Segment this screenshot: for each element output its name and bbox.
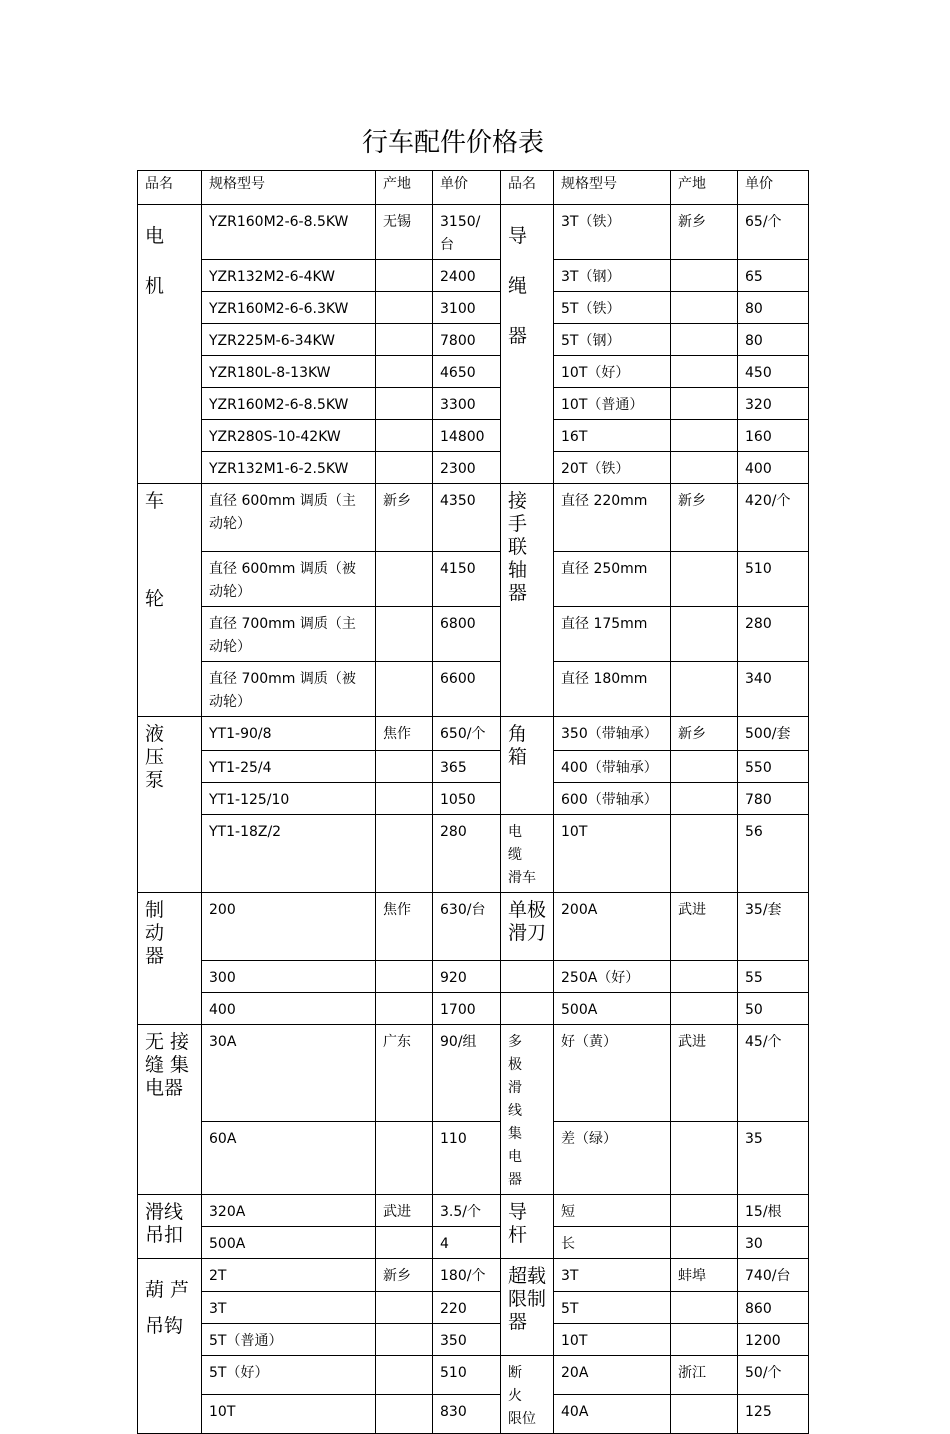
spec-cell: 500A [554, 993, 671, 1025]
price-cell: 3100 [433, 292, 501, 324]
origin-cell [671, 815, 738, 893]
spec-cell: 250A（好） [554, 961, 671, 993]
category-coupling: 接 手 联 轴 器 [501, 484, 554, 717]
category-clamp: 滑线 吊扣 [138, 1195, 202, 1259]
origin-cell: 焦作 [376, 717, 433, 751]
price-cell: 50/个 [738, 1356, 809, 1395]
spec-cell: 20T（铁） [554, 452, 671, 484]
origin-cell [671, 388, 738, 420]
price-cell: 7800 [433, 324, 501, 356]
category-seamless-collector: 无 接 缝 集 电器 [138, 1025, 202, 1195]
price-cell: 180/个 [433, 1259, 501, 1292]
spec-cell: 500A [202, 1227, 376, 1259]
category-corner-box: 角 箱 [501, 717, 554, 815]
spec-cell: 400（带轴承） [554, 751, 671, 783]
table-row [138, 205, 809, 260]
spec-cell: YT1-125/10 [202, 783, 376, 815]
price-cell: 860 [738, 1292, 809, 1324]
price-cell: 365 [433, 751, 501, 783]
price-cell: 280 [433, 815, 501, 893]
spec-cell: YT1-25/4 [202, 751, 376, 783]
spec-cell: 300 [202, 961, 376, 993]
price-cell: 630/台 [433, 893, 501, 961]
header-cell: 规格型号 [202, 171, 376, 205]
spec-cell: 200A [554, 893, 671, 961]
price-cell: 3300 [433, 388, 501, 420]
spec-cell: 直径 250mm [554, 552, 671, 607]
category-multi-pole: 多 极 滑 线 集 电 器 [501, 1025, 554, 1195]
table-row [138, 893, 809, 961]
spec-cell: YZR132M1-6-2.5KW [202, 452, 376, 484]
price-cell: 3150/台 [433, 205, 501, 260]
spec-cell: 400 [202, 993, 376, 1025]
price-cell: 90/组 [433, 1025, 501, 1122]
origin-cell [376, 1324, 433, 1356]
price-cell: 4350 [433, 484, 501, 552]
origin-cell [376, 356, 433, 388]
spec-cell: 320A [202, 1195, 376, 1227]
spec-cell: YT1-90/8 [202, 717, 376, 751]
table-row [138, 1292, 809, 1324]
table-header-row [138, 171, 809, 205]
origin-cell [671, 1195, 738, 1227]
price-cell: 80 [738, 292, 809, 324]
origin-cell [671, 356, 738, 388]
table-row [138, 815, 809, 893]
price-cell: 400 [738, 452, 809, 484]
table-row [138, 552, 809, 607]
spec-cell: YZR160M2-6-8.5KW [202, 388, 376, 420]
origin-cell [376, 552, 433, 607]
table-row [138, 961, 809, 993]
table-row [138, 292, 809, 324]
price-cell: 1700 [433, 993, 501, 1025]
spec-cell: YZR160M2-6-6.3KW [202, 292, 376, 324]
price-cell: 110 [433, 1121, 501, 1194]
price-cell: 30 [738, 1227, 809, 1259]
table-row [138, 1324, 809, 1356]
price-cell: 56 [738, 815, 809, 893]
spec-cell: 直径 600mm 调质（被动轮） [202, 552, 376, 607]
price-cell: 830 [433, 1395, 501, 1434]
category-pump: 液 压 泵 [138, 717, 202, 893]
price-cell: 2400 [433, 260, 501, 292]
header-cell: 产地 [376, 171, 433, 205]
header-cell: 产地 [671, 171, 738, 205]
category-rope-guide: 导 绳 器 [501, 205, 554, 484]
price-cell: 780 [738, 783, 809, 815]
header-cell: 单价 [738, 171, 809, 205]
spec-cell: 5T（好） [202, 1356, 376, 1395]
category-motor: 电 机 [138, 205, 202, 484]
spec-cell: 3T（钢） [554, 260, 671, 292]
origin-cell: 新乡 [671, 484, 738, 552]
spec-cell: 10T [202, 1395, 376, 1434]
table-row [138, 388, 809, 420]
spec-cell: 200 [202, 893, 376, 961]
table-row [138, 607, 809, 662]
table-row [138, 717, 809, 751]
table-row [138, 993, 809, 1025]
spec-cell: 3T [202, 1292, 376, 1324]
spec-cell: 差（绿） [554, 1121, 671, 1194]
spec-cell: 20A [554, 1356, 671, 1395]
origin-cell [376, 324, 433, 356]
header-cell: 单价 [433, 171, 501, 205]
price-cell: 220 [433, 1292, 501, 1324]
origin-cell [376, 260, 433, 292]
origin-cell [671, 1121, 738, 1194]
origin-cell: 新乡 [671, 205, 738, 260]
table-row [138, 1227, 809, 1259]
table-row [138, 356, 809, 388]
origin-cell [671, 607, 738, 662]
table-row [138, 420, 809, 452]
table-row [138, 662, 809, 717]
origin-cell: 浙江 [671, 1356, 738, 1395]
spec-cell: 600（带轴承） [554, 783, 671, 815]
origin-cell [671, 552, 738, 607]
origin-cell: 武进 [671, 893, 738, 961]
origin-cell: 广东 [376, 1025, 433, 1122]
origin-cell: 无锡 [376, 205, 433, 260]
origin-cell [376, 751, 433, 783]
origin-cell [376, 1121, 433, 1194]
origin-cell [671, 324, 738, 356]
origin-cell: 蚌埠 [671, 1259, 738, 1292]
empty-cell [501, 961, 554, 993]
spec-cell: 30A [202, 1025, 376, 1122]
origin-cell [376, 1227, 433, 1259]
price-cell: 1050 [433, 783, 501, 815]
price-cell: 920 [433, 961, 501, 993]
price-cell: 35 [738, 1121, 809, 1194]
category-overload-limiter: 超载 限制 器 [501, 1259, 554, 1356]
spec-cell: 好（黄） [554, 1025, 671, 1122]
table-row [138, 1025, 809, 1122]
table-row [138, 1195, 809, 1227]
price-cell: 2300 [433, 452, 501, 484]
spec-cell: 短 [554, 1195, 671, 1227]
spec-cell: 直径 700mm 调质（主动轮） [202, 607, 376, 662]
spec-cell: YZR180L-8-13KW [202, 356, 376, 388]
spec-cell: YZR132M2-6-4KW [202, 260, 376, 292]
table-row [138, 783, 809, 815]
origin-cell [671, 452, 738, 484]
header-cell: 品名 [501, 171, 554, 205]
price-cell: 550 [738, 751, 809, 783]
price-cell: 510 [738, 552, 809, 607]
spec-cell: 5T [554, 1292, 671, 1324]
spec-cell: 直径 180mm [554, 662, 671, 717]
table-row [138, 324, 809, 356]
price-cell: 740/台 [738, 1259, 809, 1292]
table-row [138, 484, 809, 552]
origin-cell [671, 751, 738, 783]
spec-cell: 60A [202, 1121, 376, 1194]
price-cell: 160 [738, 420, 809, 452]
category-wheel: 车 轮 [138, 484, 202, 717]
origin-cell [671, 783, 738, 815]
origin-cell [376, 452, 433, 484]
page-title: 行车配件价格表 [361, 128, 544, 158]
origin-cell: 武进 [671, 1025, 738, 1122]
origin-cell: 新乡 [376, 484, 433, 552]
price-cell: 45/个 [738, 1025, 809, 1122]
table-row [138, 260, 809, 292]
header-cell: 品名 [138, 171, 202, 205]
category-guide-rod: 导 杆 [501, 1195, 554, 1259]
spec-cell: 40A [554, 1395, 671, 1434]
spec-cell: 2T [202, 1259, 376, 1292]
price-cell: 6600 [433, 662, 501, 717]
price-cell: 4150 [433, 552, 501, 607]
origin-cell: 新乡 [376, 1259, 433, 1292]
spec-cell: 3T [554, 1259, 671, 1292]
origin-cell [376, 292, 433, 324]
origin-cell [376, 388, 433, 420]
table-row [138, 452, 809, 484]
table-row [138, 1356, 809, 1395]
table-row [138, 1121, 809, 1194]
origin-cell [671, 292, 738, 324]
spec-cell: 16T [554, 420, 671, 452]
origin-cell: 新乡 [671, 717, 738, 751]
price-cell: 80 [738, 324, 809, 356]
origin-cell [376, 662, 433, 717]
price-cell: 340 [738, 662, 809, 717]
category-hook: 葫 芦 吊钩 [138, 1259, 202, 1434]
origin-cell: 武进 [376, 1195, 433, 1227]
origin-cell [671, 1227, 738, 1259]
price-cell: 450 [738, 356, 809, 388]
spec-cell: YZR160M2-6-8.5KW [202, 205, 376, 260]
price-cell: 14800 [433, 420, 501, 452]
spec-cell: 10T（好） [554, 356, 671, 388]
spec-cell: 直径 600mm 调质（主动轮） [202, 484, 376, 552]
header-cell: 规格型号 [554, 171, 671, 205]
spec-cell: 5T（钢） [554, 324, 671, 356]
table-row [138, 1395, 809, 1434]
price-cell: 650/个 [433, 717, 501, 751]
origin-cell [376, 607, 433, 662]
price-cell: 4 [433, 1227, 501, 1259]
price-cell: 500/套 [738, 717, 809, 751]
spec-cell: 10T（普通） [554, 388, 671, 420]
table-row [138, 751, 809, 783]
price-cell: 35/套 [738, 893, 809, 961]
spec-cell: 3T（铁） [554, 205, 671, 260]
price-cell: 510 [433, 1356, 501, 1395]
price-cell: 320 [738, 388, 809, 420]
price-cell: 4650 [433, 356, 501, 388]
origin-cell [376, 783, 433, 815]
spec-cell: YZR225M-6-34KW [202, 324, 376, 356]
spec-cell: 5T（普通） [202, 1324, 376, 1356]
empty-cell [501, 993, 554, 1025]
spec-cell: 5T（铁） [554, 292, 671, 324]
origin-cell [376, 815, 433, 893]
spec-cell: 直径 700mm 调质（被动轮） [202, 662, 376, 717]
origin-cell [376, 420, 433, 452]
spec-cell: 长 [554, 1227, 671, 1259]
origin-cell [671, 662, 738, 717]
origin-cell [671, 420, 738, 452]
category-fire-limit: 断 火 限位 [501, 1356, 554, 1434]
origin-cell [671, 1292, 738, 1324]
price-cell: 65 [738, 260, 809, 292]
origin-cell [376, 961, 433, 993]
price-cell: 350 [433, 1324, 501, 1356]
price-cell: 65/个 [738, 205, 809, 260]
category-brake: 制 动 器 [138, 893, 202, 1025]
origin-cell: 焦作 [376, 893, 433, 961]
price-cell: 50 [738, 993, 809, 1025]
category-single-pole: 单极 滑刀 [501, 893, 554, 961]
table-row [138, 1259, 809, 1292]
price-cell: 6800 [433, 607, 501, 662]
price-cell: 280 [738, 607, 809, 662]
origin-cell [376, 1395, 433, 1434]
spec-cell: YZR280S-10-42KW [202, 420, 376, 452]
origin-cell [376, 1356, 433, 1395]
spec-cell: 350（带轴承） [554, 717, 671, 751]
price-cell: 55 [738, 961, 809, 993]
origin-cell [671, 1395, 738, 1434]
spec-cell: 10T [554, 815, 671, 893]
origin-cell [376, 1292, 433, 1324]
price-cell: 420/个 [738, 484, 809, 552]
origin-cell [671, 1324, 738, 1356]
price-cell: 125 [738, 1395, 809, 1434]
price-cell: 15/根 [738, 1195, 809, 1227]
origin-cell [376, 993, 433, 1025]
origin-cell [671, 993, 738, 1025]
spec-cell: 直径 175mm [554, 607, 671, 662]
price-cell: 1200 [738, 1324, 809, 1356]
price-table [137, 170, 809, 1434]
spec-cell: YT1-18Z/2 [202, 815, 376, 893]
spec-cell: 直径 220mm [554, 484, 671, 552]
origin-cell [671, 260, 738, 292]
origin-cell [671, 961, 738, 993]
price-cell: 3.5/个 [433, 1195, 501, 1227]
spec-cell: 10T [554, 1324, 671, 1356]
category-cable-trolley: 电 缆 滑车 [501, 815, 554, 893]
